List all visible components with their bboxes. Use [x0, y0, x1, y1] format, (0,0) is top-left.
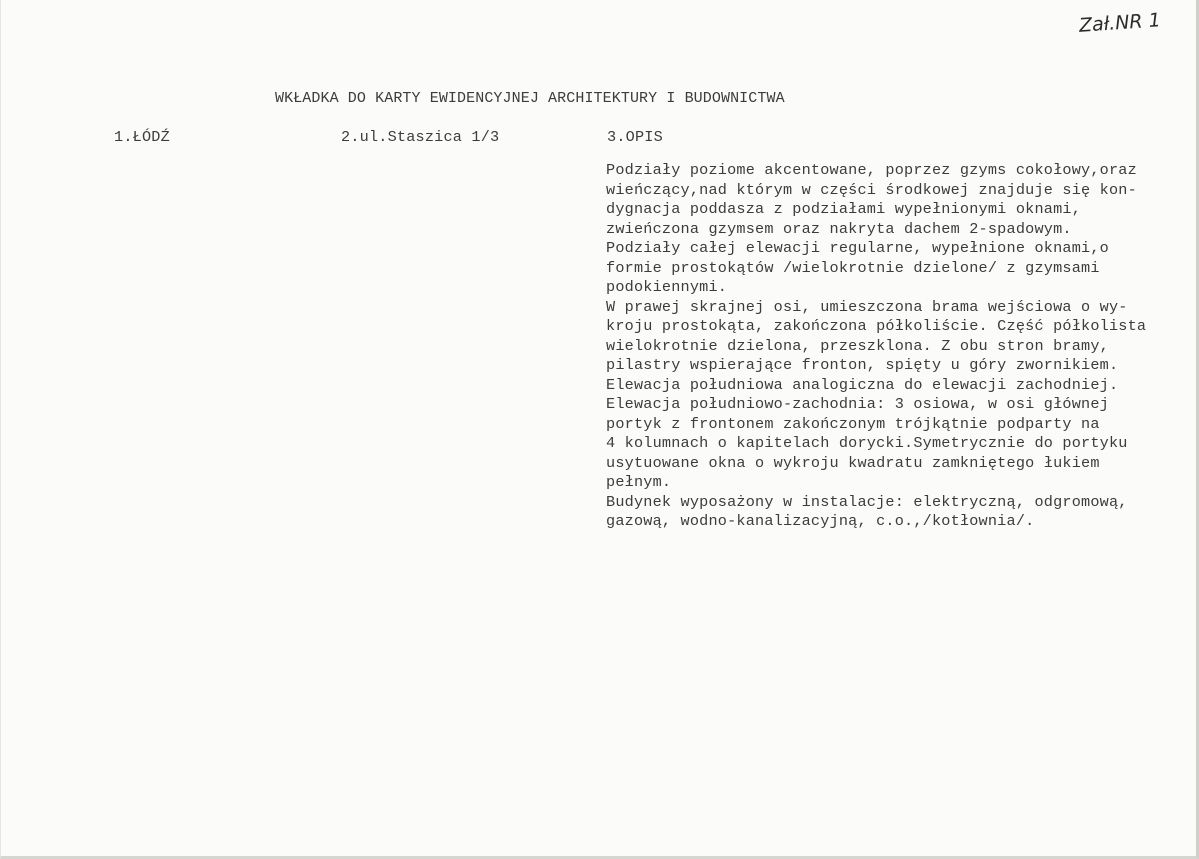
description-line: 4 kolumnach o kapitelach dorycki.Symetrycznie do portyku [606, 434, 1128, 452]
description-line: formie prostokątów /wielokrotnie dzielone/ z gzymsami [606, 258, 1100, 277]
description-line: pilastry wspierające fronton, spięty u góry zwornikiem. [606, 356, 1119, 374]
description-line: Podziały całej elewacji regularne, wypełnione oknami,o [606, 239, 1109, 257]
description-line: Elewacja południowo-zachodnia: 3 osiowa, w osi głównej [606, 395, 1109, 413]
description-line: zwieńczona gzymsem oraz nakryta dachem 2-spadowym. [606, 219, 1072, 238]
field-description-label: 3.OPIS [607, 128, 663, 146]
description-line: wielokrotnie dzielona, przeszklona. Z obu stron bramy, [606, 336, 1109, 355]
description-line: podokiennymi. [606, 278, 728, 296]
description-line: pełnym. [606, 473, 672, 491]
field-address: 2.ul.Staszica 1/3 [341, 128, 500, 146]
field-city: 1.ŁÓDŹ [114, 128, 170, 146]
description-line: portyk z frontonem zakończonym trójkątnie podparty na [606, 414, 1100, 433]
description-line: W prawej skrajnej osi, umieszczona brama wejściowa o wy- [606, 297, 1128, 316]
description-line: usytuowane okna o wykroju kwadratu zamkniętego łukiem [606, 453, 1100, 472]
document-header: WKŁADKA DO KARTY EWIDENCYJNEJ ARCHITEKTURY I BUDOWNICTWA [275, 90, 785, 107]
description-line: Budynek wyposażony w instalacje: elektryczną, odgromową, [606, 492, 1128, 511]
description-line: wieńczący,nad którym w części środkowej znajduje się kon- [606, 180, 1137, 199]
handwritten-annotation: Zał.NR 1 [1078, 9, 1162, 37]
description-line: kroju prostokąta, zakończona półkoliście. Część półkolista [606, 317, 1147, 335]
description-line: Podziały poziome akcentowane, poprzez gzyms cokołowy,oraz [606, 161, 1137, 179]
description-text [606, 161, 1198, 532]
description-line: Elewacja południowa analogiczna do elewacji zachodniej. [606, 375, 1119, 394]
description-line: dygnacja poddasza z podziałami wypełnionymi oknami, [606, 200, 1082, 218]
description-line: gazową, wodno-kanalizacyjną, c.o.,/kotłownia/. [606, 512, 1035, 530]
